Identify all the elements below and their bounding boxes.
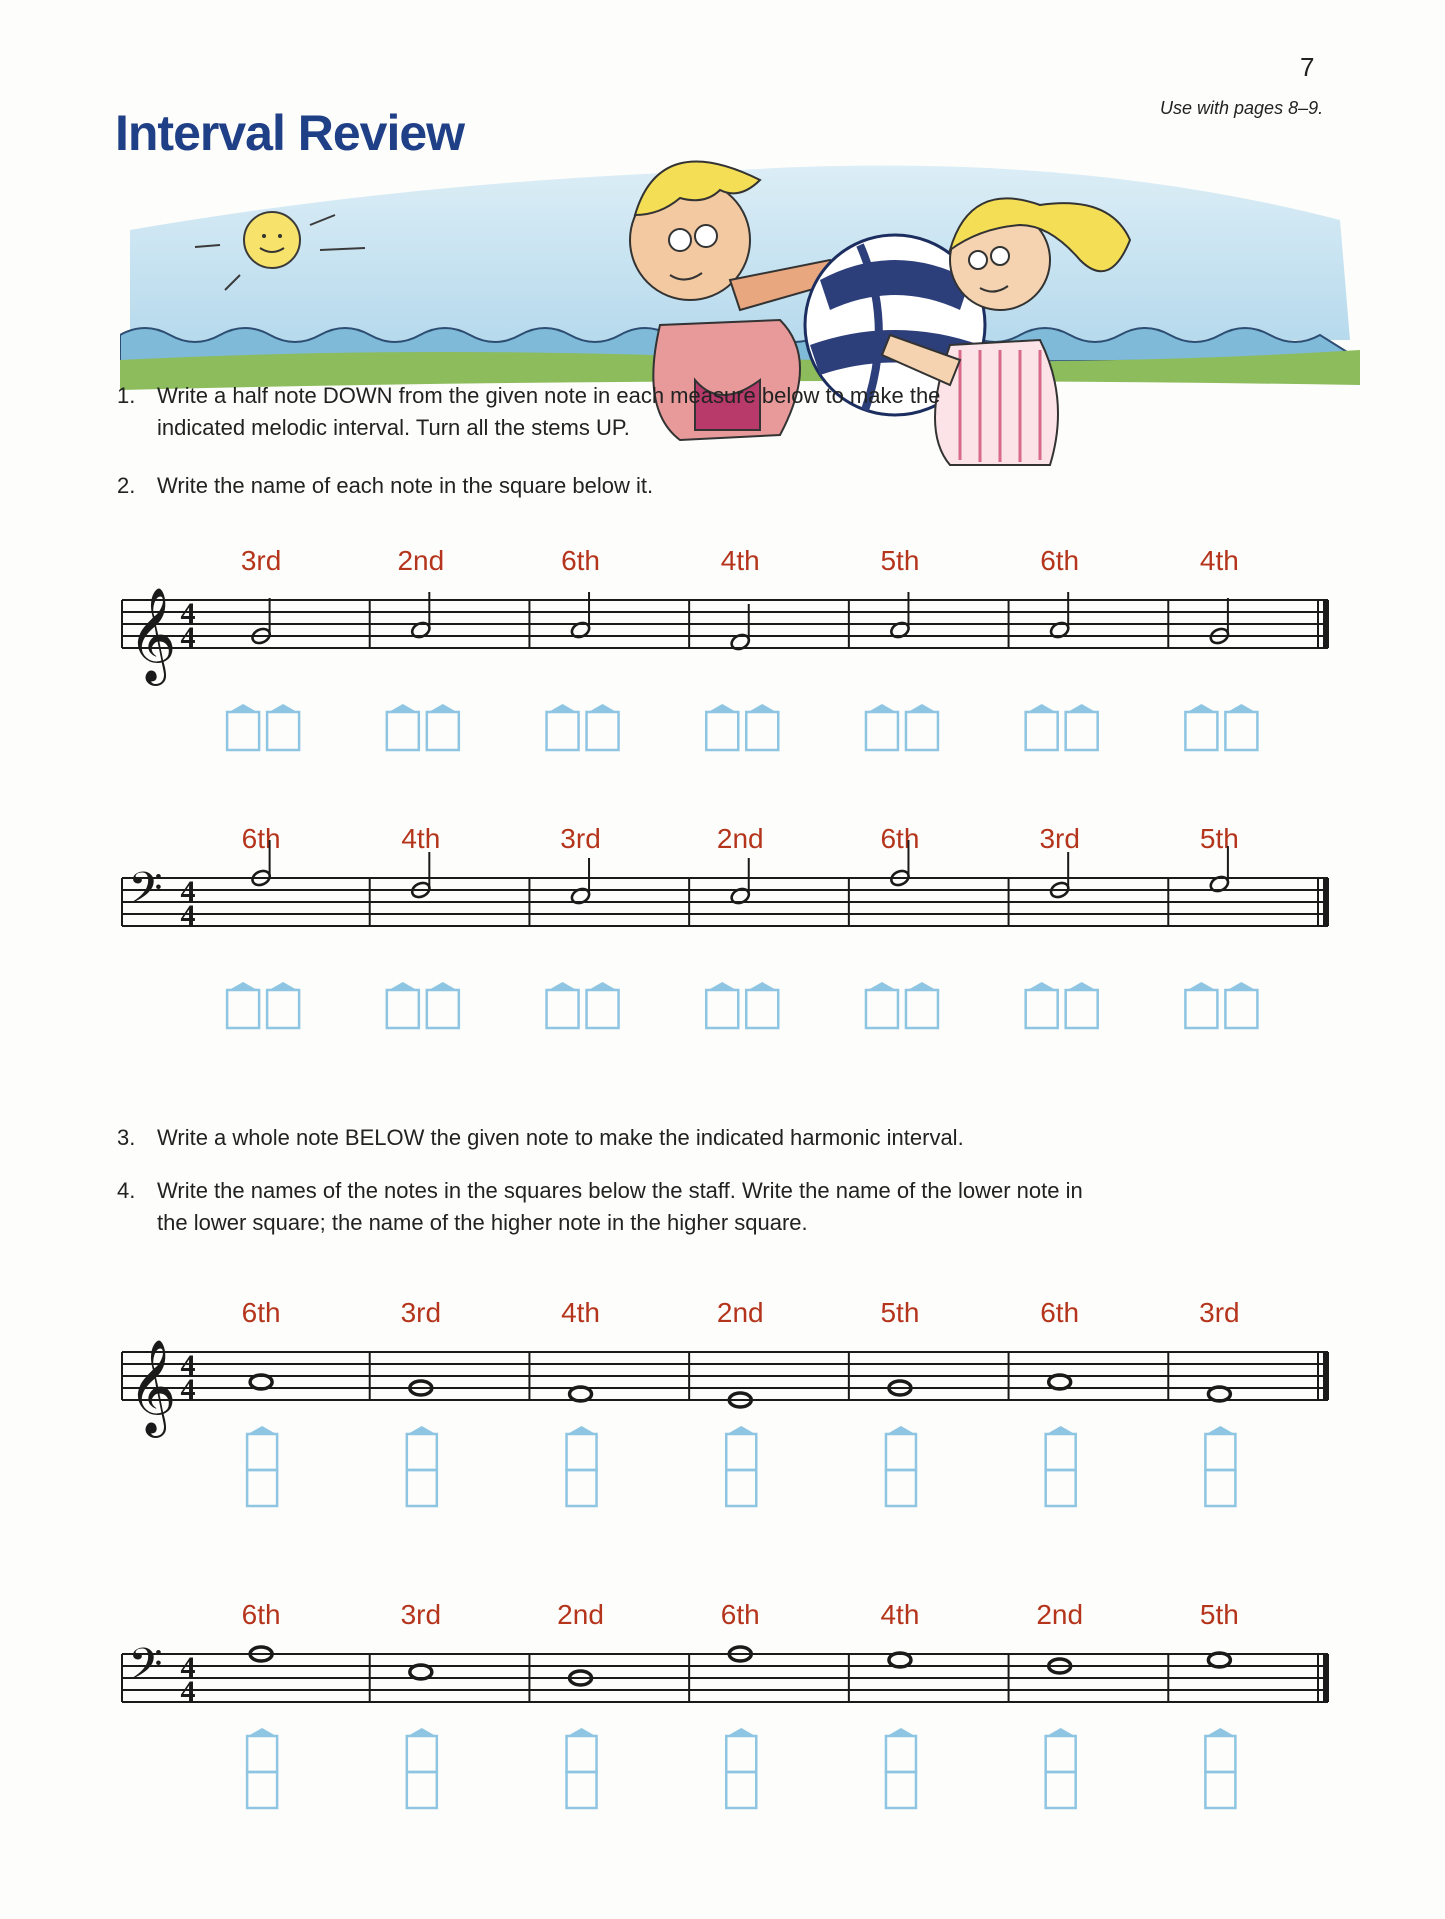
stacked-answer-box[interactable] [567, 1728, 597, 1808]
stacked-answer-box[interactable] [886, 1426, 916, 1506]
interval-label: 2nd [397, 545, 445, 576]
answer-box[interactable] [547, 704, 579, 750]
stacked-answer-box[interactable] [1046, 1426, 1076, 1506]
interval-label: 4th [880, 1599, 920, 1630]
answer-box[interactable] [906, 704, 938, 750]
lower-answer-box [1046, 1470, 1076, 1506]
use-with-note: Use with pages 8–9. [1160, 98, 1324, 118]
whole-note-head [1208, 1653, 1230, 1667]
answer-box[interactable] [227, 982, 259, 1028]
answer-box[interactable] [746, 704, 778, 750]
upper-answer-box [1046, 1736, 1076, 1772]
upper-answer-box [567, 1434, 597, 1470]
time-signature-bottom: 4 [180, 899, 196, 932]
whole-note-head [570, 1387, 592, 1401]
upper-answer-box [247, 1434, 277, 1470]
lower-answer-box [886, 1470, 916, 1506]
answer-box[interactable] [387, 982, 419, 1028]
stacked-answer-box[interactable] [247, 1728, 277, 1808]
upper-answer-box [1205, 1434, 1235, 1470]
answer-box[interactable] [1185, 704, 1217, 750]
stacked-answer-box[interactable] [407, 1426, 437, 1506]
answer-box[interactable] [427, 704, 459, 750]
lower-answer-box [407, 1470, 437, 1506]
whole-note-head [250, 1375, 272, 1389]
upper-answer-box [1205, 1736, 1235, 1772]
instruction-2: 2. Write the name of each note in the square below it. [117, 473, 654, 498]
answer-box[interactable] [387, 704, 419, 750]
upper-answer-box [726, 1736, 756, 1772]
upper-answer-box [886, 1736, 916, 1772]
answer-box[interactable] [227, 704, 259, 750]
interval-label: 3rd [400, 1599, 442, 1630]
interval-label: 2nd [716, 1297, 764, 1328]
page-title: Interval Review [115, 105, 465, 161]
answer-box[interactable] [706, 704, 738, 750]
treble-clef-icon: 𝄞 [128, 587, 177, 682]
answer-box[interactable] [427, 982, 459, 1028]
stacked-answer-box[interactable] [567, 1426, 597, 1506]
lower-answer-box [886, 1772, 916, 1808]
instruction-1: 1. Write a half note DOWN from the given note in each measure below to make the indicated melodic interval. Turn all the stems UP. [117, 383, 941, 440]
treble-clef-icon: 𝄞 [128, 1339, 177, 1434]
stacked-answer-box[interactable] [726, 1426, 756, 1506]
lower-answer-box [1046, 1772, 1076, 1808]
interval-label: 2nd [716, 823, 764, 854]
lower-answer-box [247, 1772, 277, 1808]
lower-answer-box [726, 1772, 756, 1808]
answer-box[interactable] [1026, 982, 1058, 1028]
stacked-answer-box[interactable] [1205, 1728, 1235, 1808]
staff-exercise-3 [0, 1280, 1445, 1550]
whole-note-head [1208, 1387, 1230, 1401]
staff-exercise-4 [0, 1582, 1445, 1882]
lower-answer-box [1205, 1470, 1235, 1506]
interval-label: 6th [1040, 545, 1080, 576]
lower-answer-box [567, 1772, 597, 1808]
interval-label: 6th [1040, 1297, 1080, 1328]
time-signature-top: 4 [180, 597, 196, 630]
answer-box[interactable] [866, 982, 898, 1028]
interval-label: 3rd [240, 545, 282, 576]
instruction-3: 3. Write a whole note BELOW the given note to make the indicated harmonic interval. [117, 1125, 964, 1150]
staff-exercise-2 [0, 806, 1445, 1046]
answer-box[interactable] [706, 982, 738, 1028]
answer-box[interactable] [746, 982, 778, 1028]
interval-label: 5th [880, 545, 920, 576]
time-signature-bottom: 4 [180, 621, 196, 654]
time-signature-top: 4 [180, 1651, 196, 1684]
upper-answer-box [1046, 1434, 1076, 1470]
interval-label: 5th [880, 1297, 920, 1328]
stacked-answer-box[interactable] [247, 1426, 277, 1506]
interval-label: 6th [241, 1297, 281, 1328]
upper-answer-box [247, 1736, 277, 1772]
lower-answer-box [247, 1470, 277, 1506]
interval-label: 6th [720, 1599, 760, 1630]
interval-label: 3rd [1199, 1297, 1240, 1328]
interval-label: 5th [1199, 1599, 1239, 1630]
answer-box[interactable] [587, 982, 619, 1028]
interval-label: 2nd [557, 1599, 604, 1630]
upper-answer-box [407, 1434, 437, 1470]
interval-label: 6th [241, 823, 281, 854]
lower-answer-box [407, 1772, 437, 1808]
stacked-answer-box[interactable] [407, 1728, 437, 1808]
lower-answer-box [567, 1470, 597, 1506]
answer-box[interactable] [1225, 704, 1257, 750]
answer-box[interactable] [1026, 704, 1058, 750]
upper-answer-box [726, 1434, 756, 1470]
staff-exercise-1 [0, 528, 1445, 768]
interval-label: 6th [241, 1599, 281, 1630]
stacked-answer-box[interactable] [1205, 1426, 1235, 1506]
interval-label: 2nd [1036, 1599, 1084, 1630]
answer-box[interactable] [1185, 982, 1217, 1028]
stacked-answer-box[interactable] [726, 1728, 756, 1808]
lower-answer-box [1205, 1772, 1235, 1808]
answer-box[interactable] [267, 982, 299, 1028]
answer-box[interactable] [1225, 982, 1257, 1028]
answer-box[interactable] [587, 704, 619, 750]
answer-box[interactable] [906, 982, 938, 1028]
stacked-answer-box[interactable] [886, 1728, 916, 1808]
time-signature-bottom: 4 [180, 1675, 196, 1708]
whole-note-head [889, 1653, 911, 1667]
upper-answer-box [886, 1434, 916, 1470]
page-number: 7 [1300, 52, 1315, 82]
time-signature-top: 4 [180, 875, 196, 908]
interval-label: 3rd [400, 1297, 442, 1328]
answer-box[interactable] [547, 982, 579, 1028]
interval-label: 4th [401, 823, 441, 854]
answer-box[interactable] [866, 704, 898, 750]
answer-box[interactable] [267, 704, 299, 750]
interval-label: 4th [1199, 545, 1239, 576]
answer-box[interactable] [1066, 982, 1098, 1028]
whole-note-head [410, 1665, 432, 1679]
stacked-answer-box[interactable] [1046, 1728, 1076, 1808]
time-signature-top: 4 [180, 1349, 196, 1382]
bass-clef-icon: 𝄢 [128, 862, 163, 925]
instruction-4: 4. Write the names of the notes in the squares below the staff. Write the name of the lower note in the lower square; the name of the higher note in the higher square. [117, 1178, 1083, 1235]
upper-answer-box [567, 1736, 597, 1772]
lower-answer-box [726, 1470, 756, 1506]
answer-box[interactable] [1066, 704, 1098, 750]
bass-clef-icon: 𝄢 [128, 1638, 163, 1701]
interval-label: 3rd [1039, 823, 1080, 854]
interval-label: 4th [720, 545, 760, 576]
interval-label: 3rd [560, 823, 601, 854]
whole-note-head [1049, 1375, 1071, 1389]
upper-answer-box [407, 1736, 437, 1772]
interval-label: 4th [561, 1297, 601, 1328]
interval-label: 6th [561, 545, 601, 576]
time-signature-bottom: 4 [180, 1373, 196, 1406]
interval-label: 5th [1199, 823, 1239, 854]
interval-label: 6th [880, 823, 920, 854]
